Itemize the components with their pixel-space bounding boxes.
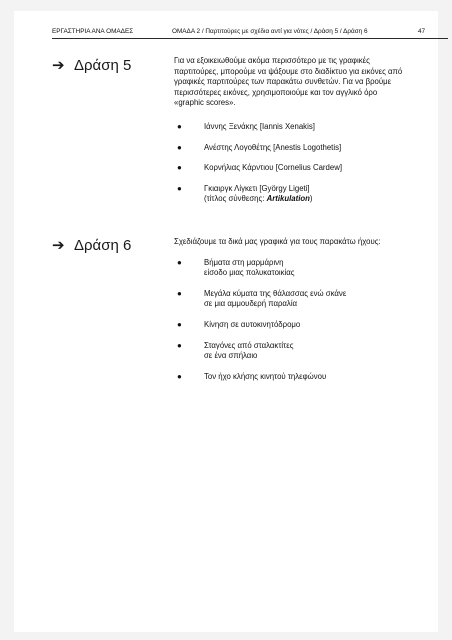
composer-name: Ανέστης Λογοθέτης [Anestis Logothetis] [204, 142, 342, 152]
sound-list [174, 258, 406, 383]
action5-intro: Για να εξοικειωθούμε ακόμα περισσότερο με τις γραφικές παρτιτούρες, μπορούμε να ψάξουμε στο διαδίκτυο για εικόνες από γραφικές παρτιτούρες των παρακάτω συνθετών. Για να βρούμε περισσότερες εικόνες, χρησιμοποιούμε και τον αγγλικό όρο «graphic scores». [174, 56, 403, 108]
action6-heading [52, 236, 131, 254]
action5-heading [52, 56, 131, 74]
arrow-right-icon: ➔ [52, 237, 65, 254]
header-breadcrumb: ΟΜΑΔΑ 2 / Παρτιτούρες με σχέδια αντί για νότες / Δράση 5 / Δράση 6 [172, 28, 368, 35]
sound-line: Κίνηση σε αυτοκινητόδρομο [204, 319, 301, 329]
composition-note-suffix: ) [309, 194, 313, 204]
list-item [174, 184, 406, 205]
arrow-right-icon: ➔ [52, 57, 65, 74]
composer-name: Γκιαιργκ Λίγκετι [György Ligeti] [204, 183, 310, 193]
bullet-icon: ● [177, 183, 182, 193]
bullet-icon: ● [177, 319, 182, 329]
composition-note-prefix: (τίτλος σύνθεσης: [204, 194, 267, 204]
action6-intro: Σχεδιάζουμε τα δικά μας γραφικά για τους παρακάτω ήχους: [174, 237, 381, 246]
list-item [174, 163, 406, 174]
sound-line: Μεγάλα κύματα της θάλασσας ενώ σκάνε [204, 288, 347, 298]
bullet-icon: ● [177, 142, 182, 152]
action6-title: Δράση 6 [74, 237, 132, 254]
sound-line: σε μια αμμουδερή παραλία [204, 299, 298, 309]
list-item [174, 341, 406, 362]
composition-title: Artikulation [266, 194, 310, 204]
action6-content [174, 237, 406, 382]
sound-line: σε ένα σπήλαιο [204, 351, 258, 361]
sound-line: Σταγόνες από σταλακτίτες [204, 340, 294, 350]
sound-line: Τον ήχο κλήσης κινητού τηλεφώνου [204, 371, 327, 381]
sound-line: Βήματα στη μαρμάρινη [204, 257, 284, 267]
action5-content [174, 56, 406, 205]
action5-title: Δράση 5 [74, 57, 132, 74]
header-rule [52, 38, 448, 39]
composer-name: Ιάννης Ξενάκης [Iannis Xenakis] [204, 121, 315, 131]
header-section-title: ΕΡΓΑΣΤΗΡΙΑ ΑΝΑ ΟΜΑΔΕΣ [52, 28, 134, 35]
bullet-icon: ● [177, 257, 182, 267]
list-item [174, 122, 406, 133]
list-item [174, 289, 406, 310]
bullet-icon: ● [177, 340, 182, 350]
bullet-icon: ● [177, 121, 182, 131]
list-item [174, 372, 406, 383]
sound-line: είσοδο μιας πολυκατοικίας [204, 268, 295, 278]
list-item [174, 258, 406, 279]
list-item [174, 320, 406, 331]
composer-list [174, 122, 406, 205]
page-number: 47 [418, 28, 426, 35]
composer-name: Κορνήλιας Κάρντιου [Cornelius Cardew] [204, 163, 342, 173]
bullet-icon: ● [177, 163, 182, 173]
bullet-icon: ● [177, 371, 182, 381]
bullet-icon: ● [177, 288, 182, 298]
list-item [174, 143, 406, 154]
